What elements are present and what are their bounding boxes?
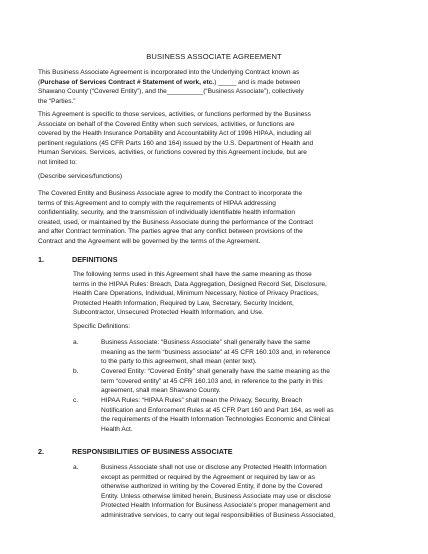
paragraph-line: Health Care Operations, Individual, Minimum Necessary, Notice of Privacy Practices, [73,290,319,298]
contract-name-bold: Purchase of Services Contract # Statement of work, etc. [40,78,215,86]
section-title: RESPONSIBILITIES OF BUSINESS ASSOCIATE [72,447,233,456]
item-line: otherwise authorized in writing by the Covered Entity, if done by the Covered [101,483,323,491]
item-line: HIPAA Rules: “HIPAA Rules” shall mean the Privacy, Security, Breach [101,397,303,404]
paragraph-line: not limited to: [38,158,77,166]
specific-definitions-label: Specific Definitions: [73,323,131,330]
paragraph-line: Protected Health Information, Required by Law, Secretary, Security Incident, [73,299,294,307]
paragraph-line: Associate on behalf of the Covered Entity when such services, activities, or functions are [38,120,295,128]
item-label: a. [73,339,79,346]
paragraph-line: and after Contract termination. The parties agree that any conflict between provisions of the [38,228,303,236]
item-text [101,396,397,434]
paragraph-line: The following terms used in this Agreement shall have the same meaning as those [73,271,312,278]
section-1-heading [38,255,118,264]
item-line: administrative services, to carry out legal responsibilities of Business Associated, [101,511,335,519]
item-line: the requirements of the Health Information Technologies Economic and Clinical [101,416,330,424]
item-line: Covered Entity: “Covered Entity” shall generally have the same meaning as the [101,368,330,375]
item-label: b. [73,368,79,375]
paragraph-line: This Agreement is specific to those services, activities, or functions performed by the Business [38,111,311,118]
intro-line: This Business Associate Agreement is incorporated into the Underlying Contract known as [38,69,300,76]
describe-services: (Describe services/functions) [38,173,123,180]
paragraph-line: covered by the Health Insurance Portability and Accountability Act of 1996 HIPAA, including all [38,130,311,138]
intro-line-rest: ) _____ and is made between [214,78,301,86]
item-line: Health Act. [101,425,133,433]
item-line: except as permitted or required by the Agreement or required by law or as [101,473,315,481]
item-line: Notification and Enforcement Rules at 45 CFR Part 160 and Part 164, as well as [101,406,334,414]
paragraph-line: confidentiality, security, and the transmission of individually identifiable health information [38,209,296,217]
paragraph-line: The Covered Entity and Business Associate agree to modify the Contract to incorporate the [38,190,303,197]
item-line: Business Associate shall not use or disclose any Protected Health Information [101,464,327,471]
modify-paragraph [38,189,384,247]
item-label: c. [73,397,79,404]
paragraph-line: created, used, or maintained by the Business Associate during the performance of the Contract [38,218,314,226]
item-line: Business Associate: “Business Associate” shall generally have the same [101,339,311,346]
item-line: meaning as the term “business associate” at 45 CFR 160.103 and, in reference [101,348,331,356]
item-text [101,338,397,367]
specific-paragraph [38,110,384,168]
item-label: a. [73,464,79,471]
item-line: Protected Health Information for Business Associate’s proper management and [101,502,331,510]
section-number: 2. [38,447,44,456]
paragraph-line: Contract and the Agreement will be governed by the terms of the Agreement. [38,237,261,245]
intro-open-paren: ( [38,78,41,86]
section-title: DEFINITIONS [72,255,118,264]
item-line: to the party to this agreement, shall mean (enter text). [101,358,257,366]
paragraph-line: Human Services. Services, activities, or functions covered by this Agreement include, but are [38,149,307,157]
definitions-paragraph [73,270,395,318]
intro-paragraph [38,68,384,106]
item-line: agreement, shall mean Shawano County. [101,387,221,395]
section-number: 1. [38,255,44,264]
section-2-heading [38,447,233,456]
intro-line: the “Parties.” [38,97,76,105]
paragraph-line: Subcontractor, Unsecured Protected Health Information, and Use. [73,309,264,317]
paragraph-line: pertinent regulations (45 CFR Parts 160 and 164) issued by the U.S. Department of Health and [38,139,314,147]
item-text [101,463,397,521]
item-line: term “covered entity” at 45 CFR 160.103 and, in reference to the party in this [101,377,323,385]
document-title: BUSINESS ASSOCIATE AGREEMENT [146,52,282,61]
item-line: Entity. Unless otherwise limited herein, Business Associate may use or disclose [101,492,331,500]
intro-line: Shawano County (“Covered Entity”), and the__________(“Business Associate”), collectively [38,88,304,96]
paragraph-line: terms in the HIPAA Rules: Breach, Data Aggregation, Designed Record Set, Disclosure, [73,280,327,288]
intro-line [38,78,384,88]
item-text [101,367,397,396]
paragraph-line: terms of this Agreement and to comply with the requirements of HIPAA addressing [38,199,276,207]
